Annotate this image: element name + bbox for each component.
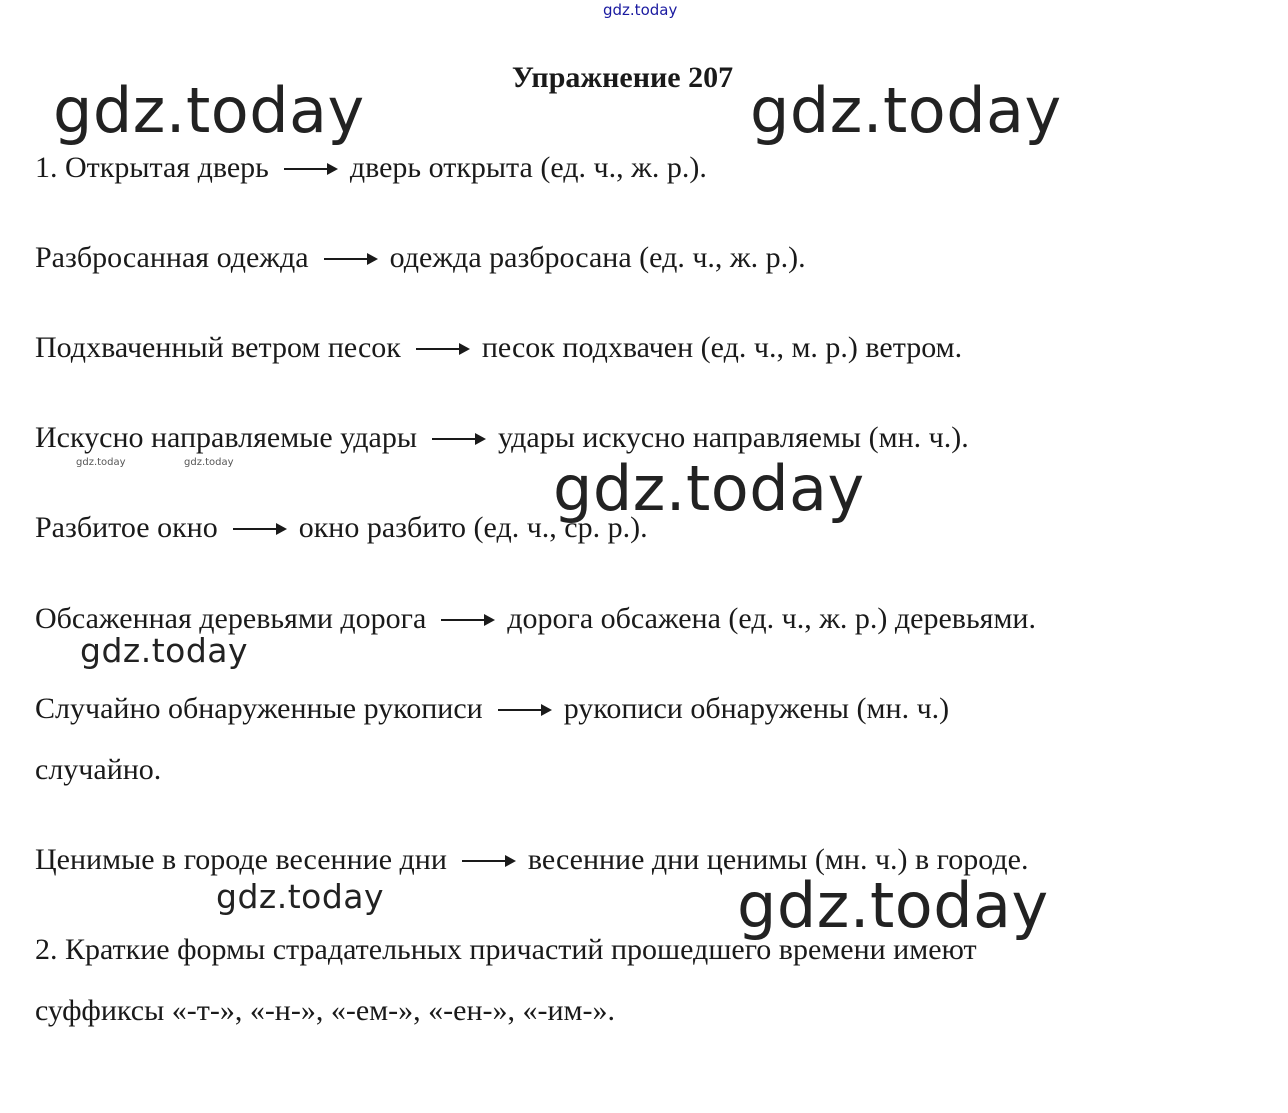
item-row-5	[35, 510, 648, 546]
right-arrow-icon	[441, 619, 491, 621]
watermark-tiny-right: gdz.today	[184, 457, 234, 468]
item-row-2	[35, 240, 806, 276]
item-left-text: Обсаженная деревьями дорога	[35, 602, 427, 635]
item-row-7	[35, 691, 949, 727]
item-row-6	[35, 601, 1036, 637]
right-arrow-icon	[432, 438, 482, 440]
item-right-text: удары искусно направляемы (мн. ч.).	[498, 421, 969, 454]
watermark-left-mid: gdz.today	[80, 631, 249, 670]
right-arrow-icon	[498, 709, 548, 711]
conclusion-line-2: суффиксы «-т-», «-н-», «-ем-», «-ен-», «-им-».	[35, 994, 616, 1027]
watermark-tiny-left: gdz.today	[76, 457, 126, 468]
item-right-text: дорога обсажена (ед. ч., ж. р.) деревьями.	[507, 602, 1036, 635]
right-arrow-icon	[233, 528, 283, 530]
conclusion-line-1: 2. Краткие формы страдательных причастий прошедшего времени имеют	[35, 933, 977, 966]
item-left-text: 1. Открытая дверь	[35, 151, 269, 184]
exercise-title: Упражнение 207	[511, 61, 734, 94]
item-row-8	[35, 842, 1028, 878]
item-right-text: окно разбито (ед. ч., ср. р.).	[298, 511, 648, 544]
right-arrow-icon	[284, 168, 334, 170]
item-right-text: весенние дни ценимы (мн. ч.) в городе.	[527, 843, 1029, 876]
item-row-3	[35, 330, 962, 366]
item-left-text: Искусно направляемые удары	[35, 421, 418, 454]
right-arrow-icon	[324, 258, 374, 260]
right-arrow-icon	[462, 860, 512, 862]
item-left-text: Случайно обнаруженные рукописи	[35, 692, 483, 725]
item-row-4	[35, 420, 969, 456]
item-right-text: дверь открыта (ед. ч., ж. р.).	[349, 151, 707, 184]
item-row-1	[35, 150, 707, 186]
item-right-text: песок подхвачен (ед. ч., м. р.) ветром.	[481, 331, 963, 364]
right-arrow-icon	[416, 348, 466, 350]
watermark-center: gdz.today	[553, 452, 865, 525]
watermark-lower-left: gdz.today	[216, 877, 385, 916]
item-left-text: Подхваченный ветром песок	[35, 331, 401, 364]
item-right-text: одежда разбросана (ед. ч., ж. р.).	[389, 241, 806, 274]
watermark-top-right: gdz.today	[750, 74, 1062, 147]
watermark-top-small: gdz.today	[603, 1, 678, 19]
watermark-top-left: gdz.today	[53, 74, 365, 147]
item-row-7-continuation: случайно.	[35, 753, 162, 786]
item-right-text: рукописи обнаружены (мн. ч.)	[563, 692, 950, 725]
item-left-text: Разбросанная одежда	[35, 241, 309, 274]
item-left-text: Ценимые в городе весенние дни	[35, 843, 447, 876]
item-left-text: Разбитое окно	[35, 511, 218, 544]
watermark-lower-right: gdz.today	[737, 869, 1049, 942]
